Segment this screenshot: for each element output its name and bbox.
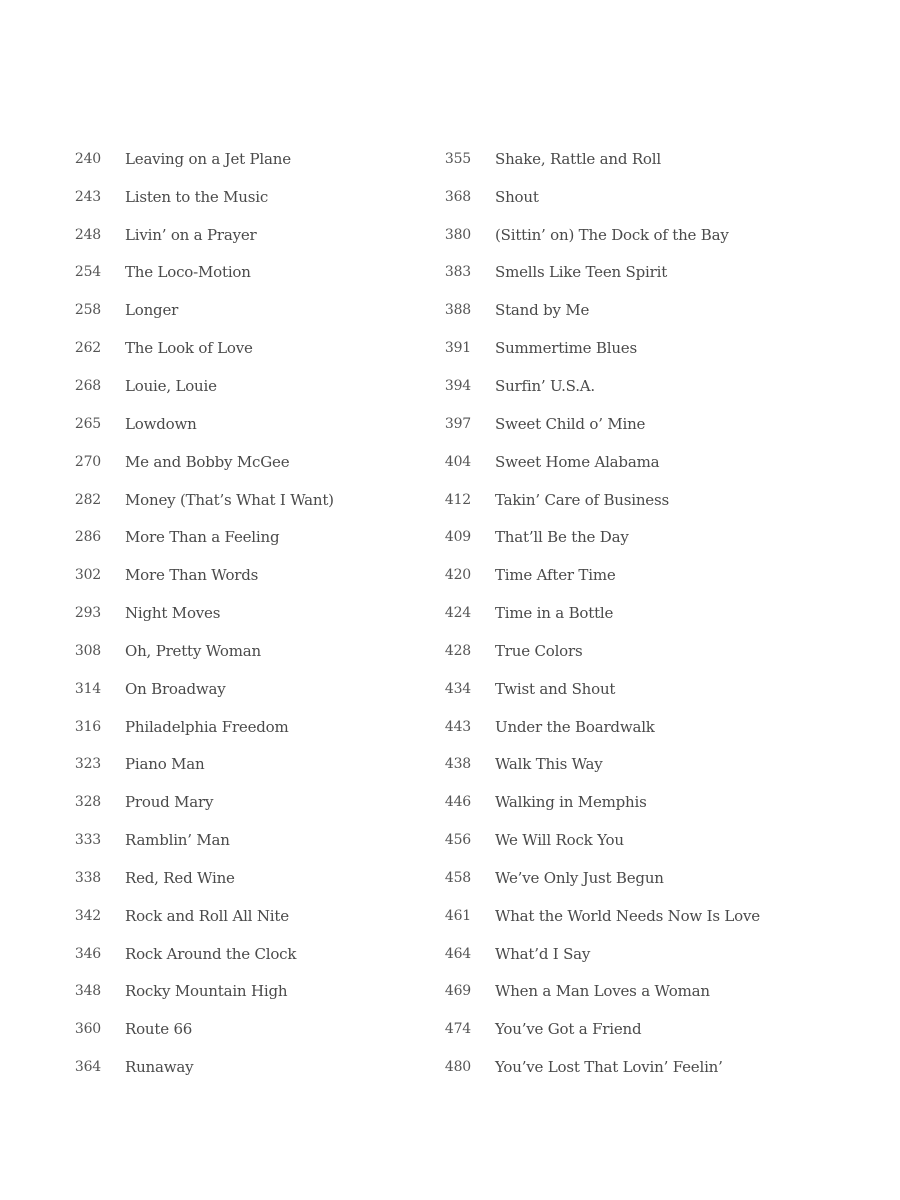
page-number: 420	[444, 567, 471, 584]
song-title: Runaway	[125, 1058, 194, 1077]
page-number: 428	[444, 642, 471, 659]
page-number: 469	[444, 983, 471, 1000]
page-number: 248	[74, 226, 101, 243]
song-list-right-column	[430, 140, 830, 1086]
song-entry	[60, 708, 420, 746]
song-entry	[60, 594, 420, 632]
page-number: 333	[74, 832, 101, 849]
song-title: What the World Needs Now Is Love	[495, 906, 760, 925]
song-entry	[430, 594, 830, 632]
song-title: Smells Like Teen Spirit	[495, 263, 668, 282]
song-entry	[60, 632, 420, 670]
song-title: Sweet Home Alabama	[495, 452, 660, 471]
song-entry	[430, 329, 830, 367]
song-title: What’d I Say	[495, 944, 591, 963]
page-number: 314	[74, 680, 101, 697]
page-number: 434	[444, 680, 471, 697]
song-entry	[430, 556, 830, 594]
song-entry	[430, 367, 830, 405]
song-title: Walk This Way	[495, 755, 603, 774]
song-entry	[60, 518, 420, 556]
song-title: Lowdown	[125, 414, 197, 433]
song-title: You’ve Lost That Lovin’ Feelin’	[495, 1058, 723, 1077]
song-list-left-column	[60, 140, 420, 1086]
song-title: Listen to the Music	[125, 187, 269, 206]
song-entry	[430, 405, 830, 443]
song-entry	[60, 443, 420, 481]
song-entry	[60, 254, 420, 292]
song-title: More Than Words	[125, 566, 259, 585]
song-entry	[60, 405, 420, 443]
page-number: 404	[444, 453, 471, 470]
page-number: 282	[74, 491, 101, 508]
song-title: Rock Around the Clock	[125, 944, 297, 963]
page-number: 258	[74, 302, 101, 319]
song-title: Shake, Rattle and Roll	[495, 149, 661, 168]
song-title: Under the Boardwalk	[495, 717, 655, 736]
page-number: 302	[74, 567, 101, 584]
page-number: 286	[74, 529, 101, 546]
song-entry	[60, 973, 420, 1011]
page-number: 458	[444, 869, 471, 886]
song-entry	[430, 481, 830, 519]
page-number: 316	[74, 718, 101, 735]
song-title: When a Man Loves a Woman	[495, 982, 710, 1001]
page-number: 243	[74, 188, 101, 205]
song-title: Ramblin’ Man	[125, 831, 230, 850]
page-number: 346	[74, 945, 101, 962]
song-entry	[430, 632, 830, 670]
song-entry	[60, 859, 420, 897]
page-number: 360	[74, 1021, 101, 1038]
page-number: 438	[444, 756, 471, 773]
song-entry	[60, 291, 420, 329]
song-entry	[430, 859, 830, 897]
song-title: We Will Rock You	[495, 831, 624, 850]
page-number: 328	[74, 794, 101, 811]
page-number: 338	[74, 869, 101, 886]
song-title: The Loco-Motion	[125, 263, 251, 282]
song-title: The Look of Love	[125, 339, 253, 358]
page-number: 323	[74, 756, 101, 773]
song-entry	[60, 216, 420, 254]
song-entry	[430, 670, 830, 708]
page-number: 443	[444, 718, 471, 735]
page-number: 412	[444, 491, 471, 508]
song-title: Oh, Pretty Woman	[125, 641, 261, 660]
song-entry	[430, 746, 830, 784]
song-title: Me and Bobby McGee	[125, 452, 290, 471]
song-title: (Sittin’ on) The Dock of the Bay	[495, 225, 729, 244]
page-number: 397	[444, 415, 471, 432]
song-title: Sweet Child o’ Mine	[495, 414, 646, 433]
page-number: 368	[444, 188, 471, 205]
song-entry	[430, 140, 830, 178]
song-entry	[60, 1048, 420, 1086]
song-title: That’ll Be the Day	[495, 528, 629, 547]
song-title: Walking in Memphis	[495, 793, 647, 812]
song-entry	[60, 821, 420, 859]
page-number: 446	[444, 794, 471, 811]
song-title: Shout	[495, 187, 539, 206]
song-title: Money (That’s What I Want)	[125, 490, 334, 509]
song-title: Piano Man	[125, 755, 205, 774]
page-number: 308	[74, 642, 101, 659]
page-number: 262	[74, 340, 101, 357]
page-number: 409	[444, 529, 471, 546]
page-number: 394	[444, 377, 471, 394]
song-entry	[430, 178, 830, 216]
page-number: 391	[444, 340, 471, 357]
song-entry	[60, 367, 420, 405]
song-title: Takin’ Care of Business	[495, 490, 669, 509]
page-number: 383	[444, 264, 471, 281]
song-entry	[60, 556, 420, 594]
song-entry	[430, 935, 830, 973]
song-title: Stand by Me	[495, 301, 590, 320]
page-number: 293	[74, 605, 101, 622]
song-entry	[430, 1010, 830, 1048]
song-entry	[430, 973, 830, 1011]
page-number: 456	[444, 832, 471, 849]
page-number: 240	[74, 150, 101, 167]
page-number: 480	[444, 1059, 471, 1076]
song-entry	[430, 708, 830, 746]
song-title: You’ve Got a Friend	[495, 1020, 642, 1039]
song-title: Philadelphia Freedom	[125, 717, 289, 736]
page-number: 355	[444, 150, 471, 167]
song-entry	[430, 1048, 830, 1086]
song-entry	[430, 291, 830, 329]
song-entry	[60, 481, 420, 519]
page-number: 424	[444, 605, 471, 622]
song-title: Red, Red Wine	[125, 868, 235, 887]
song-title: Time in a Bottle	[495, 604, 614, 623]
song-entry	[60, 897, 420, 935]
page-number: 380	[444, 226, 471, 243]
song-title: Proud Mary	[125, 793, 214, 812]
song-entry	[430, 821, 830, 859]
song-title: True Colors	[495, 641, 583, 660]
song-entry	[430, 254, 830, 292]
song-title: We’ve Only Just Begun	[495, 868, 664, 887]
page-number: 474	[444, 1021, 471, 1038]
song-title: Twist and Shout	[495, 679, 616, 698]
song-entry	[430, 216, 830, 254]
song-title: Summertime Blues	[495, 339, 637, 358]
song-title: Time After Time	[495, 566, 616, 585]
song-entry	[430, 897, 830, 935]
page-number: 265	[74, 415, 101, 432]
page-number: 364	[74, 1059, 101, 1076]
page-number: 461	[444, 907, 471, 924]
page-number: 388	[444, 302, 471, 319]
song-title: More Than a Feeling	[125, 528, 280, 547]
song-title: Night Moves	[125, 604, 221, 623]
song-title: On Broadway	[125, 679, 226, 698]
song-entry	[60, 329, 420, 367]
song-title: Livin’ on a Prayer	[125, 225, 257, 244]
song-entry	[430, 783, 830, 821]
song-title: Rocky Mountain High	[125, 982, 288, 1001]
song-title: Longer	[125, 301, 179, 320]
song-title: Route 66	[125, 1020, 193, 1039]
page-number: 464	[444, 945, 471, 962]
song-title: Surfin’ U.S.A.	[495, 376, 595, 395]
song-entry	[60, 783, 420, 821]
song-entry	[60, 670, 420, 708]
song-entry	[60, 1010, 420, 1048]
song-entry	[60, 140, 420, 178]
page-number: 348	[74, 983, 101, 1000]
song-entry	[60, 746, 420, 784]
page-number: 342	[74, 907, 101, 924]
page-number: 254	[74, 264, 101, 281]
song-entry	[430, 518, 830, 556]
page-number: 268	[74, 377, 101, 394]
song-entry	[60, 935, 420, 973]
song-title: Louie, Louie	[125, 376, 217, 395]
song-title: Leaving on a Jet Plane	[125, 149, 291, 168]
page-number: 270	[74, 453, 101, 470]
song-entry	[60, 178, 420, 216]
song-entry	[430, 443, 830, 481]
song-title: Rock and Roll All Nite	[125, 906, 289, 925]
